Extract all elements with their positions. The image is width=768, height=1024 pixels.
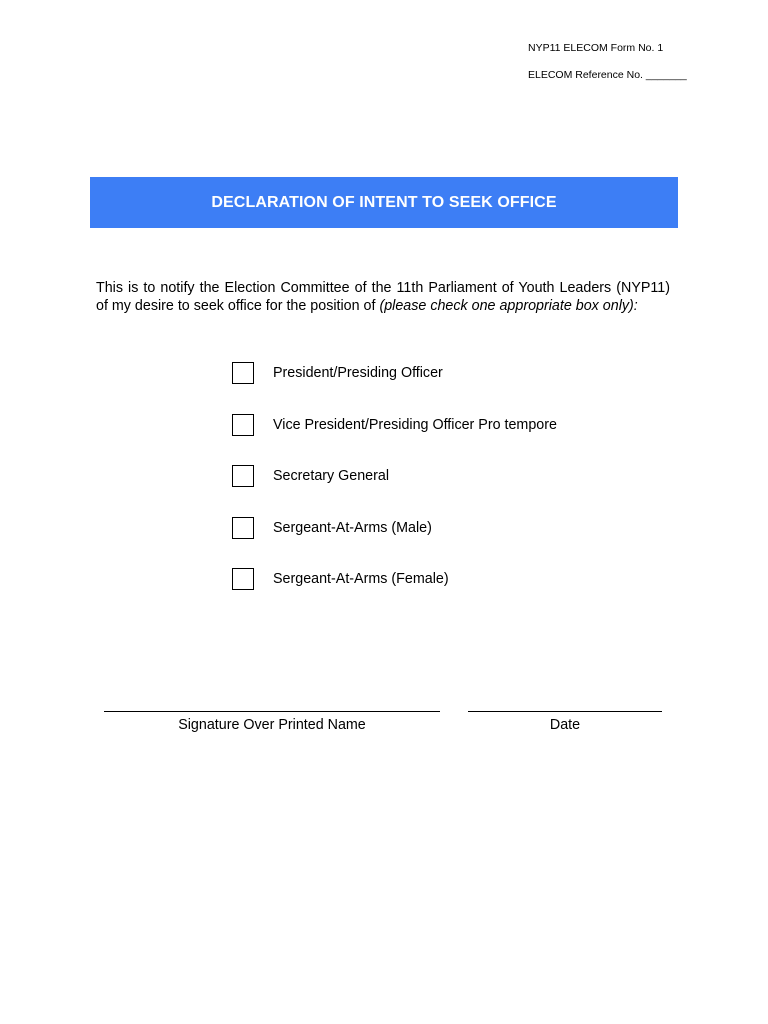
position-checkbox-president[interactable] <box>232 362 254 384</box>
signature-block <box>104 696 440 733</box>
position-option-vice-president <box>232 413 652 437</box>
intro-instruction: (please check one appropriate box only): <box>379 298 638 314</box>
position-label-vice-president: Vice President/Presiding Officer Pro tempore <box>273 416 557 433</box>
page-title: DECLARATION OF INTENT TO SEEK OFFICE <box>211 193 557 211</box>
position-checkbox-vice-president[interactable] <box>232 414 254 436</box>
date-line[interactable] <box>468 711 662 712</box>
signature-caption: Signature Over Printed Name <box>178 717 366 733</box>
position-checkbox-sergeant-male[interactable] <box>232 517 254 539</box>
intro-text: This is to notify the Election Committee of the 11th Parliament of Youth Leaders (NYP11) of my desire to seek office for the position of <box>96 280 670 314</box>
position-option-sergeant-male <box>232 516 652 540</box>
position-option-president <box>232 361 652 385</box>
signature-line[interactable] <box>104 711 440 712</box>
position-options <box>232 361 652 619</box>
form-header <box>528 41 758 82</box>
date-block <box>468 696 662 733</box>
title-banner <box>90 177 678 228</box>
elecom-reference-number: ELECOM Reference No. _______ <box>528 69 687 81</box>
position-label-sergeant-female: Sergeant-At-Arms (Female) <box>273 571 449 587</box>
position-option-secretary-general <box>232 464 652 488</box>
intro-paragraph <box>96 279 670 315</box>
position-checkbox-secretary-general[interactable] <box>232 465 254 487</box>
position-option-sergeant-female <box>232 567 652 591</box>
position-label-sergeant-male: Sergeant-At-Arms (Male) <box>273 519 432 536</box>
position-label-president: President/Presiding Officer <box>273 365 443 381</box>
form-number: NYP11 ELECOM Form No. 1 <box>528 42 664 54</box>
position-label-secretary-general: Secretary General <box>273 468 390 484</box>
position-checkbox-sergeant-female[interactable] <box>232 568 254 590</box>
date-caption: Date <box>549 717 581 733</box>
